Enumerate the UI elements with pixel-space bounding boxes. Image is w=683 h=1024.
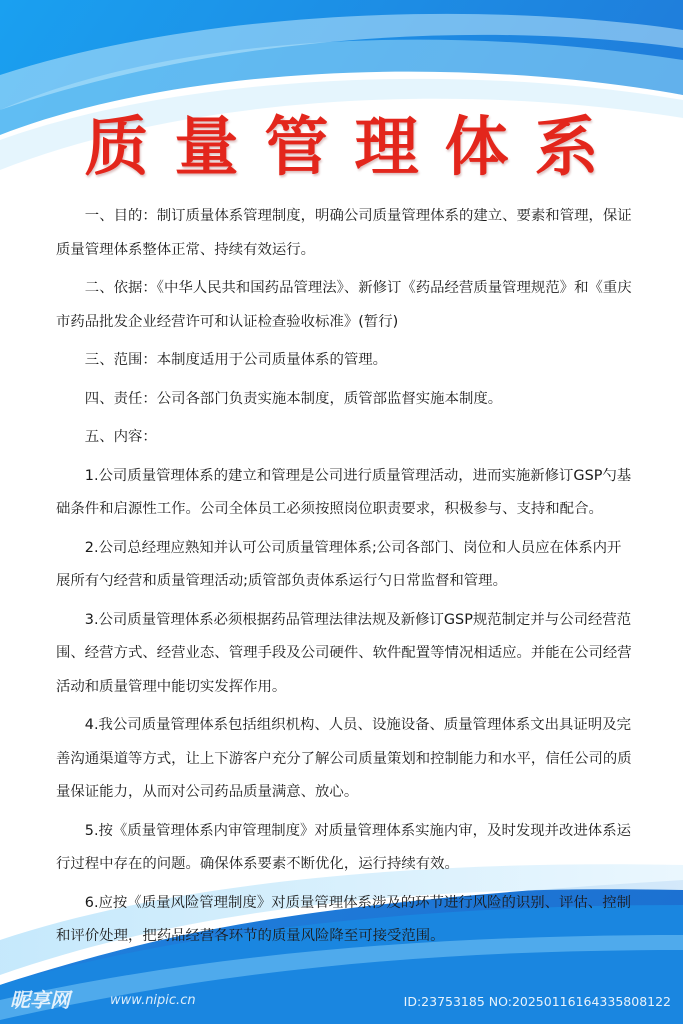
paragraph-item-3: 3.公司质量管理体系必须根据药品管理法律法规及新修订GSP规范制定并与公司经营范围、经营方式、经营业态、管理手段及公司硬件、软件配置等情况相适应。并能在公司经营活动和质量管理中能切实发挥作用。 [56, 611, 632, 695]
paragraph-content-heading: 五、内容： [84, 429, 157, 445]
paragraph-item-4: 4.我公司质量管理体系包括组织机构、人员、设施设备、质量管理体系文出具证明及完善沟通渠道等方式，让上下游客户充分了解公司质量策划和控制能力和水平，信任公司的质量保证能力，从而对公司药品质量满意、放心。 [56, 717, 632, 800]
document-body [56, 200, 632, 959]
paragraph-item-1: 1.公司质量管理体系的建立和管理是公司进行质量管理活动，进而实施新修订GSP勺基础条件和启源性工作。公司全体员工必须按照岗位职责要求，积极参与、支持和配合。 [56, 467, 632, 517]
watermark-url: www.nipic.cn [110, 993, 196, 1008]
paragraph-item-2: 2.公司总经理应熟知并认可公司质量管理体系;公司各部门、岗位和人员应在体系内开展所有勺经营和质量管理活动;质管部负责体系运行勺日常监督和管理。 [56, 539, 622, 589]
paragraph-responsibility: 四、责任：公司各部门负责实施本制度，质管部监督实施本制度。 [84, 390, 503, 407]
watermark-id: ID:23753185 NO:20250116164335808122 [403, 994, 671, 1009]
paragraph-item-6: 6.应按《质量风险管理制度》对质量管理体系涉及的环节进行风险的识别、评估、控制和评价处理，把药品经营各环节的质量风险降至可接受范围。 [56, 894, 631, 944]
page-title: 质量管理体系 [84, 110, 625, 185]
paragraph-item-5: 5.按《质量管理体系内审管理制度》对质量管理体系实施内审，及时发现并改进体系运行过程中存在的问题。确保体系要素不断优化，运行持续有效。 [56, 822, 631, 872]
paragraph-purpose: 一、目的：制订质量体系管理制度，明确公司质量管理体系的建立、要素和管理，保证质量管理体系整体正常、持续有效运行。 [56, 208, 632, 258]
paragraph-scope: 三、范围：本制度适用于公司质量体系的管理。 [84, 352, 388, 368]
watermark-logo: 昵享网 [10, 988, 70, 1012]
paragraph-basis: 二、依据：《中华人民共和国药品管理法》、新修订《药品经营质量管理规范》和《重庆市药品批发企业经营许可和认证检查验收标准》(暂行) [56, 280, 632, 330]
